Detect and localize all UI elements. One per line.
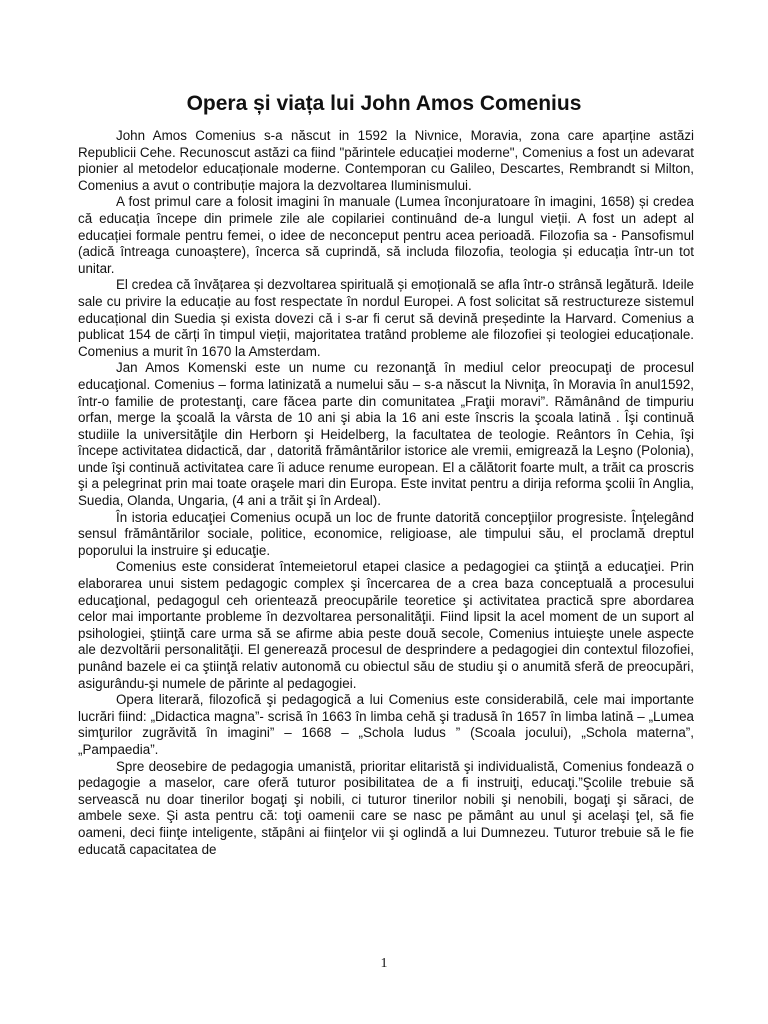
paragraph: A fost primul care a folosit imagini în manuale (Lumea înconjuratoare în imagini, 1658) și credea că educația începe din primele zile ale copilariei continuând de-a lungul vieții. A fost un adept al educației formale pentru femei, o idee de neconceput pentru acea perioadă. Filozofia sa - Pansofismul (adică întreaga cunoaștere), încerca să cuprindă, să includa filozofia, teologia și educația într-un tot unitar.: [78, 194, 694, 276]
paragraph: Jan Amos Komenski este un nume cu rezonanţă în mediul celor preocupaţi de procesul educaţional. Comenius – forma latinizată a numelui său – s-a născut la Nivniţa, în Moravia în anul1592, într-o familie de protestanţi, care făcea parte din comunitatea „Fraţii moravi”. Rămânând de timpuriu orfan, merge la şcoală la vârsta de 10 ani şi abia la 16 ani este înscris la şcoala latină . Îşi continuă studiile la universităţile din Herborn şi Heidelberg, la facultatea de teologie. Reântors în Cehia, îşi începe activitatea didactică, dar , datorită frământărilor istorice ale vremii, emigrează la Leşno (Polonia), unde îşi continuă activitatea care îi aduce renume european. El a călătorit foarte mult, a trăit ca proscris şi a pelegrinat prin mai toate oraşele mari din Europa. Este invitat pentru a dirija reforma şcolii în Anglia, Suedia, Olanda, Ungaria, (4 ani a trăit şi în Ardeal).: [78, 360, 694, 509]
paragraph: John Amos Comenius s-a născut in 1592 la Nivnice, Moravia, zona care aparține astăzi Republicii Cehe. Recunoscut astăzi ca fiind "părintele educației moderne", Comenius a fost un adevarat pionier al metodelor educaționale moderne. Contemporan cu Galileo, Descartes, Rembrandt si Milton, Comenius a avut o contribuție majora la dezvoltarea Iluminismului.: [78, 128, 694, 193]
paragraph: Spre deosebire de pedagogia umanistă, prioritar elitaristă şi individualistă, Comenius fondează o pedagogie a maselor, care oferă tuturor posibilitatea de a fi instruiţi, educaţi.”Şcolile trebuie să servească nu doar tinerilor bogaţi şi nobili, ci tuturor tinerilor nobili şi nenobili, bogaţi şi săraci, de ambele sexe. Şi asta pentru că: toţi oamenii care se nasc pe pământ au unul şi acelaşi ţel, să fie oameni, deci fiinţe inteligente, stăpâni ai fiinţelor vii şi oglindă a lui Dumnezeu. Tuturor trebuie să le fie educată capacitatea de: [78, 758, 694, 857]
page-number: 1: [380, 956, 388, 971]
paragraph: Comenius este considerat întemeietorul etapei clasice a pedagogiei ca ştiinţă a educaţiei. Prin elaborarea unui sistem pedagogic complex şi încercarea de a crea baza conceptuală a procesului educaţional, pedagogul ceh orientează preocupările teoretice şi activitatea practică spre abordarea celor mai importante probleme în dezvoltarea personalităţii. Fiind lipsit la acel moment de un suport al psihologiei, ştiinţă care urma să se afirme abia peste două secole, Comenius intuieşte unele aspecte ale dezvoltării personalităţii. El generează procesul de desprindere a pedagogiei din contextul filozofiei, punând bazele ei ca ştiinţă relativ autonomă cu obiectul său de studiu şi o anumită sferă de preocupări, asigurându-şi numele de părinte al pedagogiei.: [78, 559, 694, 691]
paragraph: În istoria educaţiei Comenius ocupă un loc de frunte datorită concepţiilor progresiste. Înţelegând sensul frământărilor sociale, politice, economice, religioase, ale timpului său, el proclamă dreptul poporului la instruire şi educaţie.: [78, 509, 694, 558]
document-title: Opera și viața lui John Amos Comenius: [186, 92, 582, 115]
paragraph: Opera literară, filozofică şi pedagogică a lui Comenius este considerabilă, cele mai importante lucrări fiind: „Didactica magna”- scrisă în 1663 în limba cehă şi tradusă în 1657 în limba latină – „Lumea simţurilor zugrăvită în imagini” – 1668 – „Schola ludus ” (Scoala jocului), „Schola materna”, „Pampaedia”.: [78, 692, 694, 757]
document-body: [78, 128, 694, 858]
paragraph: El credea că învățarea și dezvoltarea spirituală și emoțională se afla într-o strânsă legătură. Ideile sale cu privire la educație au fost respectate în nordul Europei. A fost solicitat să restructureze sistemul educațional din Suedia și exista dovezi că i s-ar fi cerut să devină președinte la Harvard. Comenius a publicat 154 de cărți în timpul vieții, majoritatea tratând probleme ale filozofiei și teologiei educaționale. Comenius a murit în 1670 la Amsterdam.: [78, 277, 694, 359]
